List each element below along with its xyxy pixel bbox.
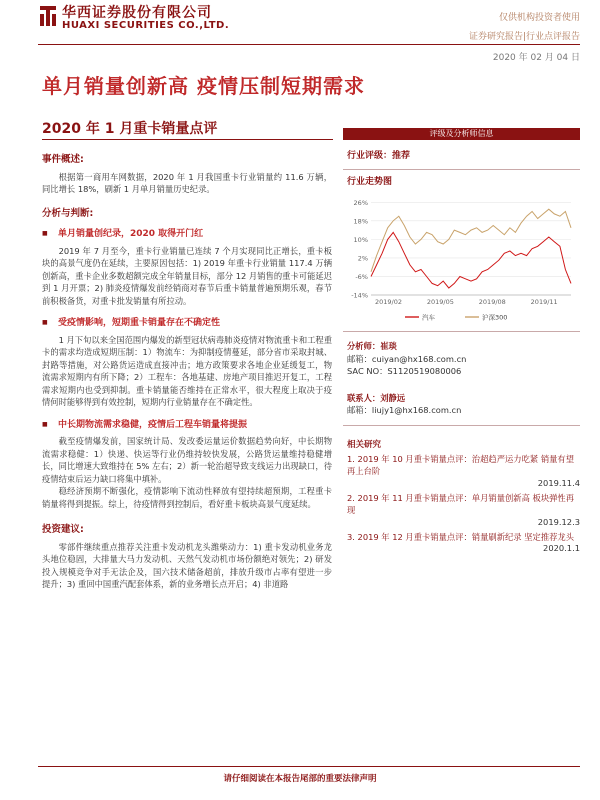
y-tick-label: -14% bbox=[351, 291, 368, 300]
company-name-en: HUAXI SECURITIES CO.,LTD. bbox=[62, 20, 230, 31]
advice-heading: 投资建议: bbox=[42, 524, 84, 535]
main-content bbox=[42, 150, 332, 591]
subtitle-divider bbox=[42, 139, 333, 140]
legend-label: 汽车 bbox=[422, 313, 435, 322]
analyst1-block bbox=[347, 340, 580, 378]
chart-divider bbox=[343, 331, 580, 332]
related-item[interactable]: 2. 2019 年 11 月重卡销量点评：单月销量创新高 板块弹性再现 bbox=[347, 492, 575, 515]
point3-title: ■ 中长期物流需求稳健，疫情后工程车销量将提振 bbox=[42, 419, 332, 432]
x-tick-label: 2019/05 bbox=[426, 298, 454, 306]
point2-title: ■ 受疫情影响，短期重卡销量存在不确定性 bbox=[42, 317, 332, 330]
analyst2-block bbox=[347, 392, 580, 417]
related-item[interactable]: 1. 2019 年 10 月重卡销量点评：治超趋严运力吃紧 销量有望再上台阶 bbox=[347, 453, 575, 476]
report-title: 单月销量创新高 疫情压制短期需求 bbox=[42, 74, 365, 98]
sidebar-header-bar: 评级及分析师信息 bbox=[343, 128, 580, 140]
analyst1-label: 分析师： bbox=[347, 341, 381, 351]
x-tick-label: 2019/02 bbox=[375, 298, 403, 306]
analyst1-name: 崔琰 bbox=[380, 341, 397, 351]
trend-chart-svg bbox=[343, 187, 580, 327]
analyst2-name: 刘静远 bbox=[380, 392, 406, 403]
x-tick-label: 2019/11 bbox=[530, 298, 558, 306]
y-tick-label: 18% bbox=[353, 217, 368, 226]
analyst1-sac: SAC NO：S1120519080006 bbox=[347, 366, 462, 376]
advice-text: 零部件继续重点推荐关注重卡发动机龙头潍柴动力：1) 重卡发动机业务龙头地位稳固，大排量大马力发动机、天然气发动机市场份额绝对领先；2) 研发投入规模竞争对手无法企及，国六技术储备超前，排放升级市占率有望进一步提升；3) 重回中国重汽配套体系，新的业务增长点开启；4) 非道路 bbox=[42, 541, 332, 589]
analyst1-email[interactable]: 邮箱：cuiyan@hx168.com.cn bbox=[347, 353, 467, 364]
audience-tag: 仅供机构投资者使用 bbox=[498, 13, 580, 23]
sidebar bbox=[343, 128, 580, 557]
trend-chart-label: 行业走势图 bbox=[347, 177, 393, 187]
point1-text: 2019 年 7 月至今，重卡行业销量已连续 7 个月实现同比正增长，重卡板块的高景气度仍在延续，主要原因包括：1) 2019 年重卡行业销量 117.4 万辆创新高，重卡企业多数超额完成全年销量目标，部分 12 月销售的重卡可能延迟到 1 月开票；2) 肺炎疫情爆发前经销商对春节后重卡销量普遍预期乐观，春节前积极备货，对重卡批发销量有所拉动。 bbox=[42, 245, 332, 306]
related-research-heading: 相关研究 bbox=[347, 439, 382, 450]
legal-notice-footer: 请仔细阅读在本报告尾部的重要法律声明 bbox=[223, 774, 377, 784]
analysis-heading: 分析与判断: bbox=[42, 207, 94, 219]
y-tick-label: 26% bbox=[353, 198, 368, 207]
related-item[interactable]: 3. 2019 年 12 月重卡销量点评：销量刷新纪录 坚定推荐龙头 bbox=[347, 531, 575, 542]
legend-label: 沪深300 bbox=[482, 313, 508, 322]
y-tick-label: -6% bbox=[355, 272, 368, 281]
company-name-cn: 华西证券股份有限公司 bbox=[62, 5, 212, 21]
related-item-date: 2019.12.3 bbox=[537, 516, 580, 527]
footer-divider bbox=[38, 766, 580, 767]
analyst-divider bbox=[343, 425, 580, 426]
point2-text: 1 月下旬以来全国范围内爆发的新型冠状病毒肺炎疫情对物流重卡和工程重卡的需求均造成短期压制：1）物流车：为抑制疫情蔓延，部分省市采取封城、封路等措施，对公路货运造成直接冲击；地方政策要求各地企业延缓复工，物流需求短期内有所下降；2）工程车：各地基建、房地产项目推迟开复工，工程需求短期内也受到抑制。重卡销量能否维持在正常水平，很大程度上取决于疫情何时能够得到有效控制，短期内行业销量存在不确定性。 bbox=[42, 334, 333, 407]
series-line-auto bbox=[371, 232, 571, 288]
summary-text: 根据第一商用车网数据，2020 年 1 月我国重卡行业销量约 11.6 万辆，同比增长 18%，刷新 1 月单月销量历史纪录。 bbox=[42, 171, 332, 194]
point3-text-1: 截至疫情爆发前，国家统计局、发改委运量运价数据趋势向好，中长期物流需求稳健：1）快递、快运等行业仍维持较快发展，公路货运量维持稳健增长，同比增速大致维持在 5% 左右；2）新一轮治超导致支线运力出现缺口，待疫情结束后运力缺口将集中填补。 bbox=[42, 436, 332, 484]
header-divider bbox=[38, 44, 580, 45]
y-tick-label: 10% bbox=[353, 235, 368, 244]
analyst2-label: 联系人： bbox=[347, 392, 381, 403]
rating-divider bbox=[343, 169, 580, 170]
report-subtitle: 2020 年 1 月重卡销量点评 bbox=[42, 121, 218, 137]
x-tick-label: 2019/08 bbox=[478, 298, 506, 306]
trend-chart bbox=[343, 187, 580, 327]
related-research-list bbox=[343, 453, 580, 554]
report-type-tag: 证券研究报告|行业点评报告 bbox=[468, 32, 580, 42]
related-item-date: 2020.1.1 bbox=[543, 543, 580, 553]
industry-rating: 行业评级：推荐 bbox=[347, 151, 411, 161]
huaxi-logo-icon bbox=[38, 4, 58, 28]
related-item-date: 2019.11.4 bbox=[537, 477, 580, 488]
summary-heading: 事件概述: bbox=[42, 154, 84, 165]
analyst2-email[interactable]: 邮箱：liujy1@hx168.com.cn bbox=[347, 405, 462, 415]
report-date: 2020 年 02 月 04 日 bbox=[492, 53, 580, 63]
point1-title: ■ 单月销量创纪录，2020 取得开门红 bbox=[42, 228, 332, 241]
y-tick-label: 2% bbox=[357, 254, 368, 263]
series-line-csi300 bbox=[371, 209, 571, 272]
point3-text-2: 稳经济预期不断强化，疫情影响下流动性释放有望持续超预期，工程重卡销量将得到提振。综上，待疫情得到控制后，看好重卡板块高景气度延续。 bbox=[42, 486, 332, 509]
